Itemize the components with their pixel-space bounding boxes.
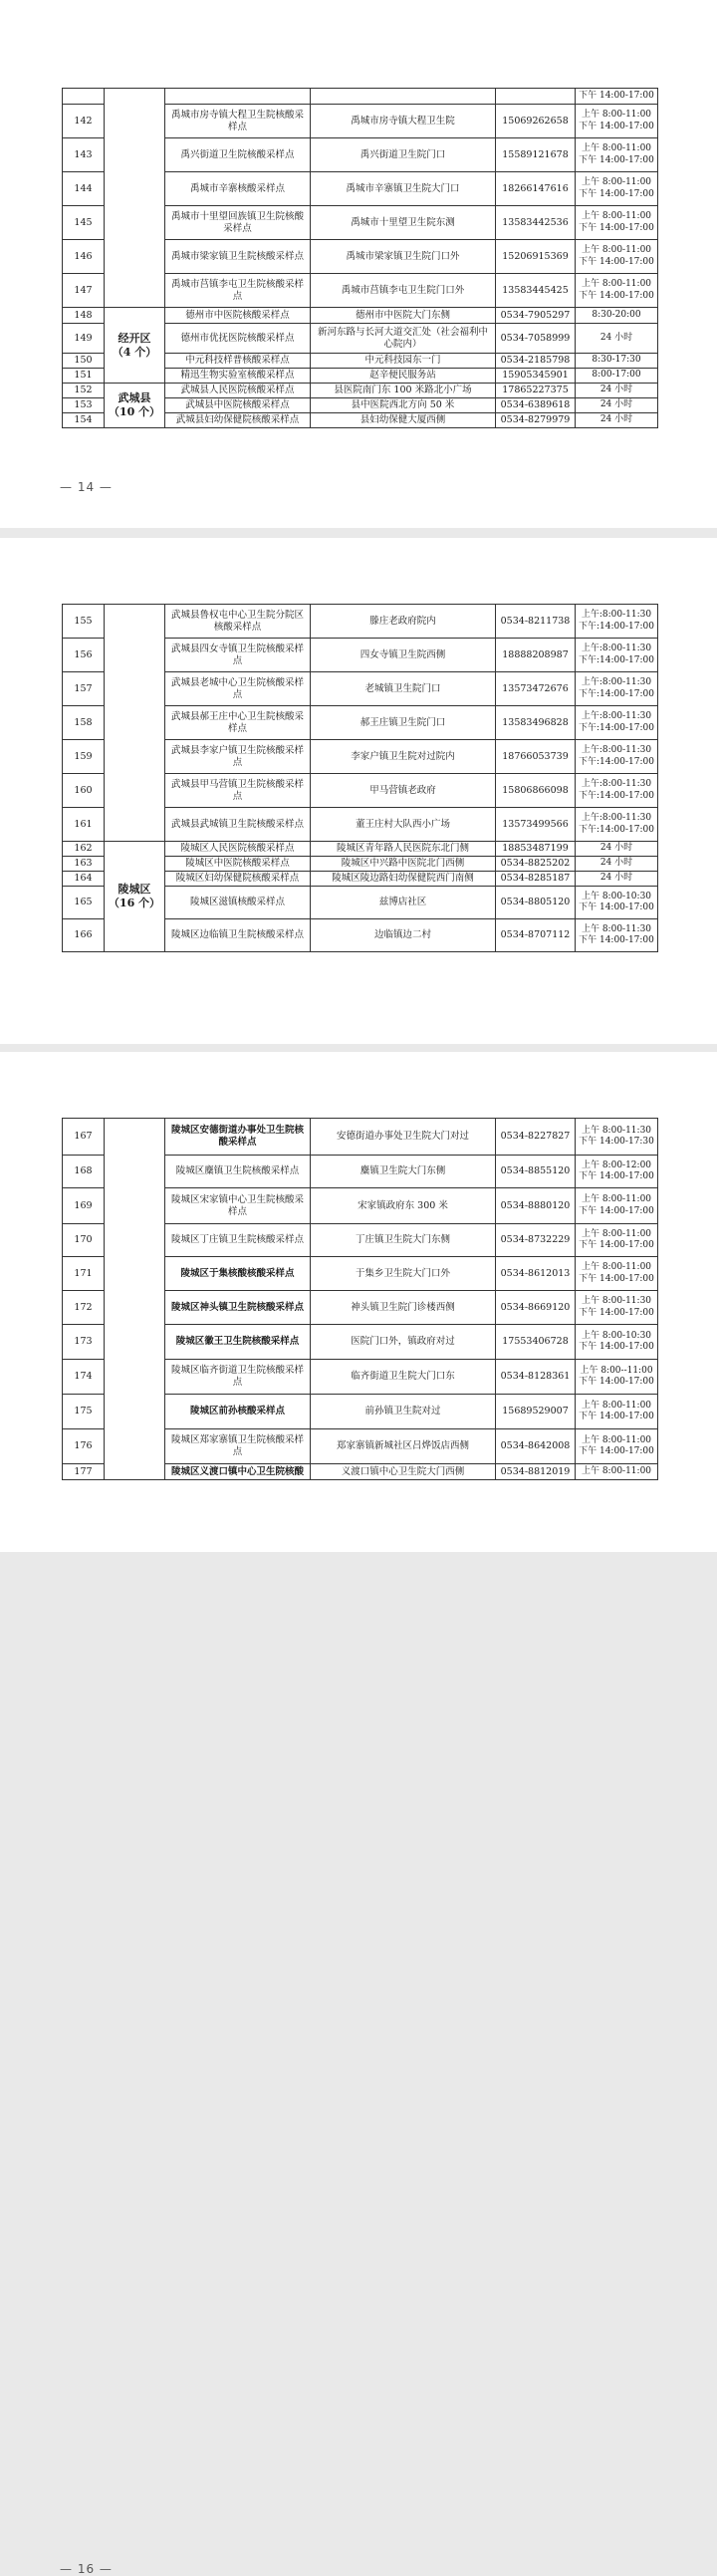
site-name-cell: 武城县四女寺镇卫生院核酸采样点 [165, 639, 311, 672]
phone-cell: 0534-8211738 [496, 605, 576, 639]
phone-cell: 0534-7905297 [496, 308, 576, 324]
open-hours-cell: 上午:8:00-11:30 下午:14:00-17:00 [576, 740, 658, 774]
document-page-16 [0, 1052, 717, 2576]
sampling-sites-table [62, 604, 658, 952]
phone-cell: 18266147616 [496, 172, 576, 206]
open-hours-cell: 24 小时 [576, 398, 658, 413]
address-cell: 禹城市梁家镇卫生院门口外 [311, 240, 496, 274]
row-number-cell: 153 [63, 398, 105, 413]
open-hours-cell: 上午 8:00-11:00 下午 14:00-17:00 [576, 240, 658, 274]
row-number-cell: 152 [63, 384, 105, 398]
row-number-cell: 159 [63, 740, 105, 774]
address-cell: 兹博店社区 [311, 887, 496, 919]
open-hours-cell: 24 小时 [576, 872, 658, 887]
district-cell [105, 1119, 165, 1480]
row-number-cell: 155 [63, 605, 105, 639]
address-cell: 麋镇卫生院大门东侧 [311, 1156, 496, 1188]
row-number-cell: 174 [63, 1360, 105, 1395]
address-cell: 陵城区陵边路妇幼保健院西门南侧 [311, 872, 496, 887]
site-name-cell: 武城县鲁权屯中心卫生院分院区核酸采样点 [165, 605, 311, 639]
site-name-cell: 陵城区妇幼保健院核酸采样点 [165, 872, 311, 887]
row-number-cell: 143 [63, 138, 105, 172]
phone-cell: 0534-8669120 [496, 1291, 576, 1325]
site-name-cell: 中元科技样普核酸采样点 [165, 354, 311, 369]
site-name-cell: 禹城市房寺镇大程卫生院核酸采样点 [165, 105, 311, 138]
phone-cell: 13583496828 [496, 706, 576, 740]
open-hours-cell: 上午:8:00-11:30 下午:14:00-17:00 [576, 808, 658, 842]
row-number-cell: 158 [63, 706, 105, 740]
address-cell: 医院门口外，镇政府对过 [311, 1325, 496, 1360]
site-name-cell: 精迅生物实验室核酸采样点 [165, 369, 311, 384]
phone-cell: 0534-8612013 [496, 1257, 576, 1291]
site-name-cell: 陵城区宋家镇中心卫生院核酸采样点 [165, 1188, 311, 1224]
site-name-cell: 武城县老城中心卫生院核酸采样点 [165, 672, 311, 706]
row-number-cell: 168 [63, 1156, 105, 1188]
phone-cell: 18766053739 [496, 740, 576, 774]
site-name-cell: 陵城区前孙核酸采样点 [165, 1395, 311, 1429]
table-row [63, 308, 658, 324]
page-number: — 14 — [60, 480, 113, 494]
open-hours-cell: 上午 8:00-11:00 下午 14:00-17:00 [576, 1429, 658, 1464]
open-hours-cell: 24 小时 [576, 413, 658, 428]
site-name-cell: 陵城区临齐街道卫生院核酸采样点 [165, 1360, 311, 1395]
open-hours-cell: 上午 8:00-11:00 下午 14:00-17:00 [576, 105, 658, 138]
address-cell: 滕庄老政府院内 [311, 605, 496, 639]
address-cell: 德州市中医院大门东侧 [311, 308, 496, 324]
site-name-cell: 武城县武城镇卫生院核酸采样点 [165, 808, 311, 842]
table-row [63, 842, 658, 857]
district-cell: 经开区 （4 个） [105, 308, 165, 384]
address-cell: 李家户镇卫生院对过院内 [311, 740, 496, 774]
address-cell: 义渡口镇中心卫生院大门西侧 [311, 1464, 496, 1480]
phone-cell: 13573499566 [496, 808, 576, 842]
open-hours-cell: 上午:8:00-11:30 下午:14:00-17:00 [576, 774, 658, 808]
address-cell: 新河东路与长河大道交汇处（社会福利中心院内） [311, 324, 496, 354]
address-cell: 郝王庄镇卫生院门口 [311, 706, 496, 740]
phone-cell: 15689529007 [496, 1395, 576, 1429]
phone-cell: 0534-8732229 [496, 1224, 576, 1257]
address-cell: 安德街道办事处卫生院大门对过 [311, 1119, 496, 1156]
open-hours-cell: 上午 8:00-11:00 下午 14:00-17:00 [576, 1257, 658, 1291]
phone-cell: 15905345901 [496, 369, 576, 384]
address-cell: 边临镇边二村 [311, 919, 496, 952]
open-hours-cell: 下午 14:00-17:00 [576, 89, 658, 105]
phone-cell: 0534-8279979 [496, 413, 576, 428]
phone-cell: 18888208987 [496, 639, 576, 672]
phone-cell: 15589121678 [496, 138, 576, 172]
row-number-cell: 169 [63, 1188, 105, 1224]
site-name-cell: 武城县中医院核酸采样点 [165, 398, 311, 413]
site-name-cell: 陵城区边临镇卫生院核酸采样点 [165, 919, 311, 952]
phone-cell: 0534-8285187 [496, 872, 576, 887]
site-name-cell: 陵城区安德街道办事处卫生院核酸采样点 [165, 1119, 311, 1156]
row-number-cell: 147 [63, 274, 105, 308]
address-cell: 中元科技园东一门 [311, 354, 496, 369]
row-number-cell: 172 [63, 1291, 105, 1325]
site-name-cell: 禹兴街道卫生院核酸采样点 [165, 138, 311, 172]
phone-cell: 0534-8825202 [496, 857, 576, 872]
site-name-cell: 武城县李家户镇卫生院核酸采样点 [165, 740, 311, 774]
address-cell: 宋家镇政府东 300 米 [311, 1188, 496, 1224]
site-name-cell: 武城县甲马营镇卫生院核酸采样点 [165, 774, 311, 808]
phone-cell: 0534-7058999 [496, 324, 576, 354]
row-number-cell: 142 [63, 105, 105, 138]
open-hours-cell: 上午 8:00-11:00 下午 14:00-17:00 [576, 274, 658, 308]
district-cell: 武城县 （10 个） [105, 384, 165, 428]
open-hours-cell: 上午 8:00-12:00 下午 14:00-17:00 [576, 1156, 658, 1188]
open-hours-cell: 上午 8:00-11:00 下午 14:00-17:00 [576, 172, 658, 206]
address-cell: 四女寺镇卫生院西侧 [311, 639, 496, 672]
address-cell: 县医院南门东 100 米路北小广场 [311, 384, 496, 398]
address-cell: 郑家寨镇新城社区吕烨饭店西侧 [311, 1429, 496, 1464]
row-number-cell: 162 [63, 842, 105, 857]
row-number-cell: 175 [63, 1395, 105, 1429]
site-name-cell: 陵城区丁庄镇卫生院核酸采样点 [165, 1224, 311, 1257]
site-name-cell: 禹城市莒镇李屯卫生院核酸采样点 [165, 274, 311, 308]
district-cell [105, 89, 165, 308]
row-number-cell: 163 [63, 857, 105, 872]
row-number-cell: 146 [63, 240, 105, 274]
open-hours-cell: 24 小时 [576, 842, 658, 857]
phone-cell: 13583442536 [496, 206, 576, 240]
address-cell [311, 89, 496, 105]
phone-cell: 0534-6389618 [496, 398, 576, 413]
address-cell: 赵辛便民服务站 [311, 369, 496, 384]
row-number-cell: 165 [63, 887, 105, 919]
phone-cell: 15806866098 [496, 774, 576, 808]
address-cell: 于集乡卫生院大门口外 [311, 1257, 496, 1291]
row-number-cell: 150 [63, 354, 105, 369]
phone-cell: 0534-8805120 [496, 887, 576, 919]
address-cell: 老城镇卫生院门口 [311, 672, 496, 706]
sampling-sites-table [62, 88, 658, 428]
site-name-cell: 禹城市十里望回族镇卫生院核酸采样点 [165, 206, 311, 240]
phone-cell: 15069262658 [496, 105, 576, 138]
row-number-cell: 173 [63, 1325, 105, 1360]
open-hours-cell: 上午 8:00-10:30 下午 14:00-17:00 [576, 1325, 658, 1360]
phone-cell: 18853487199 [496, 842, 576, 857]
site-name-cell: 陵城区于集核酸核酸采样点 [165, 1257, 311, 1291]
row-number-cell: 148 [63, 308, 105, 324]
address-cell: 禹城市辛寨镇卫生院大门口 [311, 172, 496, 206]
row-number-cell [63, 89, 105, 105]
site-name-cell: 陵城区郑家寨镇卫生院核酸采样点 [165, 1429, 311, 1464]
row-number-cell: 166 [63, 919, 105, 952]
open-hours-cell: 上午 8:00-10:30 下午 14:00-17:00 [576, 887, 658, 919]
address-cell: 县中医院西北方向 50 米 [311, 398, 496, 413]
table-row [63, 89, 658, 105]
phone-cell [496, 89, 576, 105]
phone-cell: 0534-8812019 [496, 1464, 576, 1480]
site-name-cell: 陵城区麋镇卫生院核酸采样点 [165, 1156, 311, 1188]
site-name-cell: 陵城区义渡口镇中心卫生院核酸 [165, 1464, 311, 1480]
site-name-cell: 陵城区中医院核酸采样点 [165, 857, 311, 872]
open-hours-cell: 上午:8:00-11:30 下午:14:00-17:00 [576, 672, 658, 706]
address-cell: 县妇幼保健大厦西侧 [311, 413, 496, 428]
phone-cell: 13573472676 [496, 672, 576, 706]
site-name-cell: 陵城区人民医院核酸采样点 [165, 842, 311, 857]
address-cell: 禹城市莒镇李屯卫生院门口外 [311, 274, 496, 308]
address-cell: 神头镇卫生院门诊楼西侧 [311, 1291, 496, 1325]
row-number-cell: 176 [63, 1429, 105, 1464]
phone-cell: 17553406728 [496, 1325, 576, 1360]
row-number-cell: 145 [63, 206, 105, 240]
open-hours-cell: 8:30-20:00 [576, 308, 658, 324]
site-name-cell: 武城县郝王庄中心卫生院核酸采样点 [165, 706, 311, 740]
site-name-cell: 陵城区徽王卫生院核酸采样点 [165, 1325, 311, 1360]
open-hours-cell: 上午 8:00-11:30 下午 14:00-17:00 [576, 919, 658, 952]
open-hours-cell: 上午 8:00--11:00 下午 14:00-17:00 [576, 1360, 658, 1395]
site-name-cell: 德州市优抚医院核酸采样点 [165, 324, 311, 354]
address-cell: 前孙镇卫生院对过 [311, 1395, 496, 1429]
table-row [63, 384, 658, 398]
site-name-cell: 德州市中医院核酸采样点 [165, 308, 311, 324]
phone-cell: 0534-8707112 [496, 919, 576, 952]
open-hours-cell: 上午 8:00-11:30 下午 14:00-17:00 [576, 1291, 658, 1325]
phone-cell: 0534-8880120 [496, 1188, 576, 1224]
address-cell: 甲马营镇老政府 [311, 774, 496, 808]
site-name-cell: 武城县妇幼保健院核酸采样点 [165, 413, 311, 428]
open-hours-cell: 上午 8:00-11:00 下午 14:00-17:00 [576, 1188, 658, 1224]
open-hours-cell: 上午 8:00-11:00 下午 14:00-17:00 [576, 1395, 658, 1429]
open-hours-cell: 上午 8:00-11:00 下午 14:00-17:00 [576, 1224, 658, 1257]
phone-cell: 0534-8642008 [496, 1429, 576, 1464]
phone-cell: 0534-2185798 [496, 354, 576, 369]
site-name-cell: 陵城区神头镇卫生院核酸采样点 [165, 1291, 311, 1325]
open-hours-cell: 上午 8:00-11:30 下午 14:00-17:30 [576, 1119, 658, 1156]
row-number-cell: 177 [63, 1464, 105, 1480]
open-hours-cell: 24 小时 [576, 384, 658, 398]
address-cell: 董王庄村大队西小广场 [311, 808, 496, 842]
row-number-cell: 157 [63, 672, 105, 706]
open-hours-cell: 上午:8:00-11:30 下午:14:00-17:00 [576, 639, 658, 672]
district-cell: 陵城区 （16 个） [105, 842, 165, 952]
open-hours-cell: 8:00-17:00 [576, 369, 658, 384]
open-hours-cell: 上午:8:00-11:30 下午:14:00-17:00 [576, 605, 658, 639]
open-hours-cell: 上午:8:00-11:30 下午:14:00-17:00 [576, 706, 658, 740]
site-name-cell: 陵城区滋镇核酸采样点 [165, 887, 311, 919]
address-cell: 禹兴街道卫生院门口 [311, 138, 496, 172]
sampling-sites-table [62, 1118, 658, 1480]
address-cell: 禹城市十里望卫生院东测 [311, 206, 496, 240]
phone-cell: 0534-8855120 [496, 1156, 576, 1188]
page-number: — 16 — [60, 2562, 113, 2576]
row-number-cell: 171 [63, 1257, 105, 1291]
row-number-cell: 164 [63, 872, 105, 887]
row-number-cell: 167 [63, 1119, 105, 1156]
district-cell [105, 605, 165, 842]
open-hours-cell: 上午 8:00-11:00 下午 14:00-17:00 [576, 206, 658, 240]
address-cell: 丁庄镇卫生院大门东侧 [311, 1224, 496, 1257]
open-hours-cell: 上午 8:00-11:00 下午 14:00-17:00 [576, 138, 658, 172]
phone-cell: 13583445425 [496, 274, 576, 308]
row-number-cell: 144 [63, 172, 105, 206]
open-hours-cell: 上午 8:00-11:00 [576, 1464, 658, 1480]
document-page-14 [0, 0, 717, 528]
row-number-cell: 149 [63, 324, 105, 354]
site-name-cell: 禹城市辛寨核酸采样点 [165, 172, 311, 206]
row-number-cell: 170 [63, 1224, 105, 1257]
document-page-15 [0, 538, 717, 1044]
site-name-cell: 禹城市梁家镇卫生院核酸采样点 [165, 240, 311, 274]
phone-cell: 0534-8227827 [496, 1119, 576, 1156]
row-number-cell: 161 [63, 808, 105, 842]
row-number-cell: 154 [63, 413, 105, 428]
address-cell: 临齐街道卫生院大门口东 [311, 1360, 496, 1395]
table-row [63, 1119, 658, 1156]
phone-cell: 15206915369 [496, 240, 576, 274]
phone-cell: 0534-8128361 [496, 1360, 576, 1395]
table-row [63, 605, 658, 639]
row-number-cell: 151 [63, 369, 105, 384]
phone-cell: 17865227375 [496, 384, 576, 398]
address-cell: 陵城区青年路人民医院东北门侧 [311, 842, 496, 857]
open-hours-cell: 24 小时 [576, 857, 658, 872]
row-number-cell: 160 [63, 774, 105, 808]
address-cell: 禹城市房寺镇大程卫生院 [311, 105, 496, 138]
site-name-cell [165, 89, 311, 105]
address-cell: 陵城区中兴路中医院北门西侧 [311, 857, 496, 872]
open-hours-cell: 24 小时 [576, 324, 658, 354]
open-hours-cell: 8:30-17:30 [576, 354, 658, 369]
site-name-cell: 武城县人民医院核酸采样点 [165, 384, 311, 398]
row-number-cell: 156 [63, 639, 105, 672]
